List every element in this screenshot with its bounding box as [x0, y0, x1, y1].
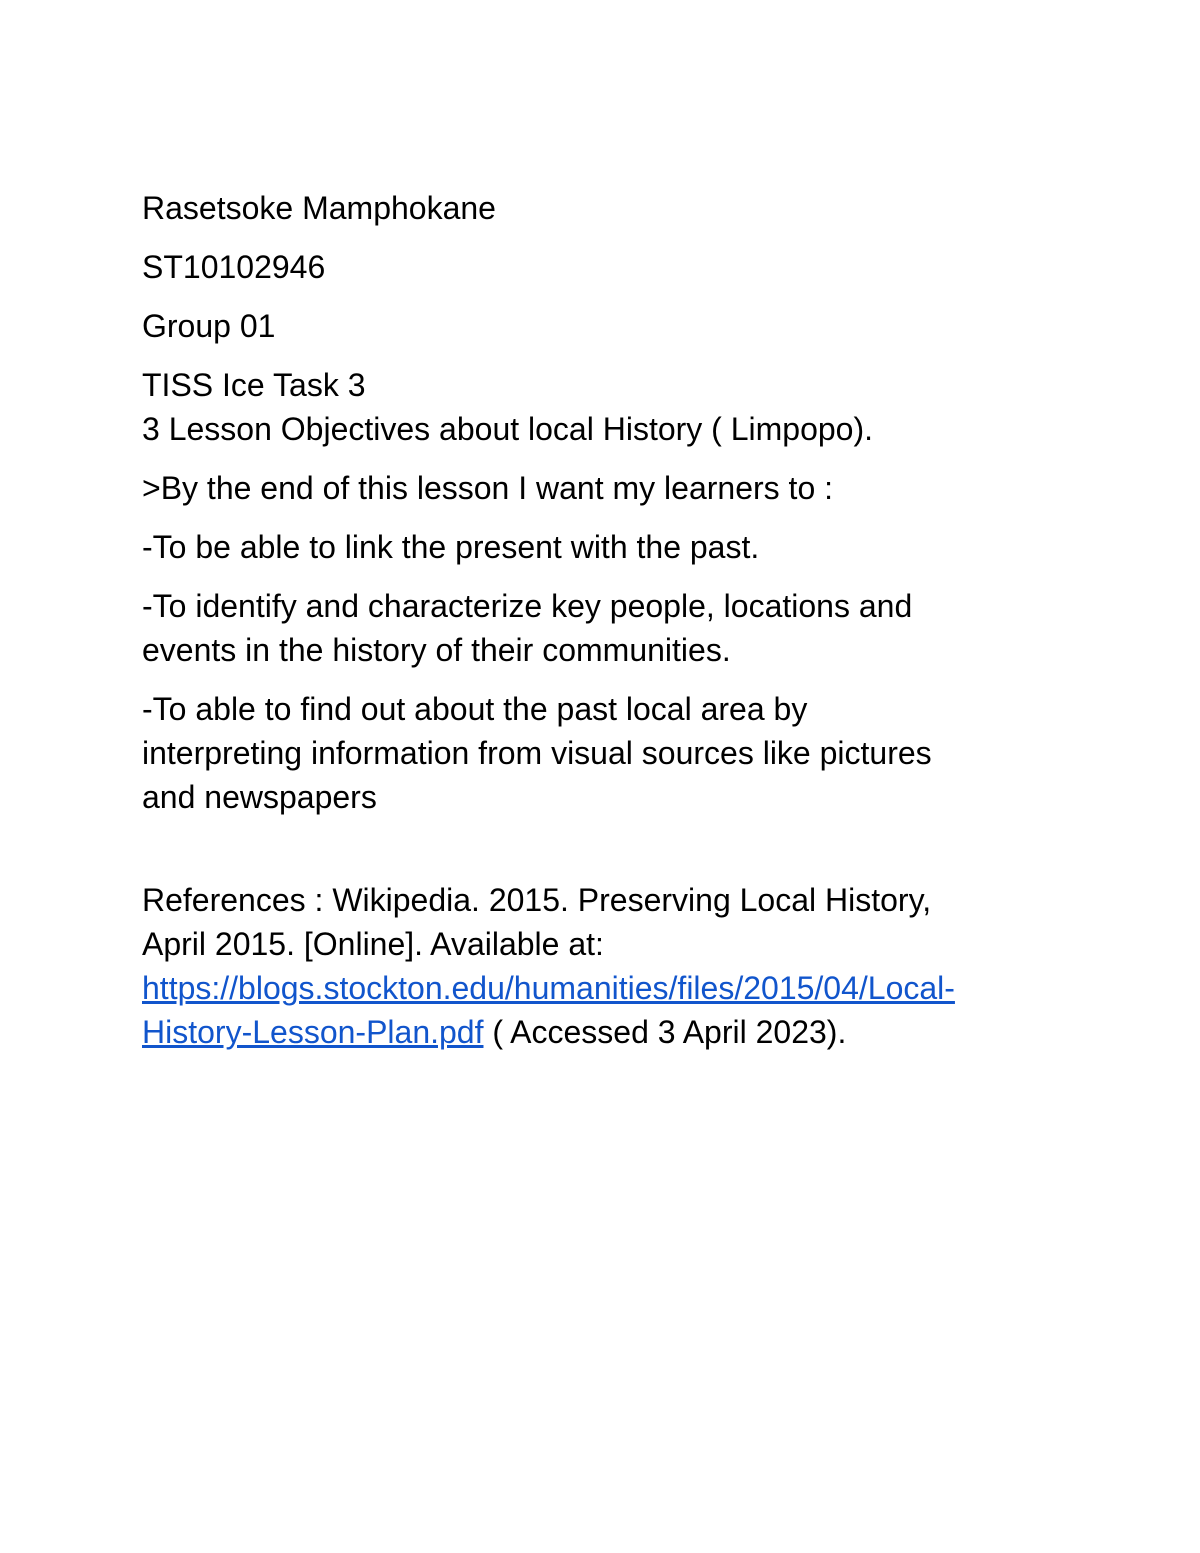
reference-link[interactable]: https://blogs.stockton.edu/humanities/files/2015/04/Local- — [142, 970, 955, 1006]
references-line: April 2015. [Online]. Available at: — [142, 926, 604, 962]
group-label: Group 01 — [142, 308, 276, 344]
student-number: ST10102946 — [142, 249, 326, 285]
objective-line: -To be able to link the present with the past. — [142, 529, 760, 565]
references-line: References : Wikipedia. 2015. Preserving Local History, — [142, 882, 932, 918]
objective-line: events in the history of their communities. — [142, 632, 731, 668]
reference-link-line — [142, 1010, 1062, 1054]
objectives-intro: >By the end of this lesson I want my learners to : — [142, 470, 834, 506]
references-block — [142, 878, 1062, 1054]
objective-line: and newspapers — [142, 779, 377, 815]
objective-item-1 — [142, 525, 1062, 569]
objective-line: -To able to find out about the past local area by — [142, 691, 808, 727]
objective-item-3 — [142, 687, 1062, 819]
objective-item-2 — [142, 584, 1062, 672]
objectives-title: 3 Lesson Objectives about local History ( Limpopo). — [142, 411, 874, 447]
student-name: Rasetsoke Mamphokane — [142, 190, 496, 226]
reference-link-line — [142, 966, 1062, 1010]
objective-line: interpreting information from visual sources like pictures — [142, 735, 932, 771]
objective-line: -To identify and characterize key people, locations and — [142, 588, 913, 624]
reference-link-continued[interactable]: History-Lesson-Plan.pdf — [142, 1014, 484, 1050]
task-title: TISS Ice Task 3 — [142, 367, 366, 403]
accessed-date: ( Accessed 3 April 2023). — [483, 1014, 847, 1050]
document-body — [142, 186, 1062, 1054]
